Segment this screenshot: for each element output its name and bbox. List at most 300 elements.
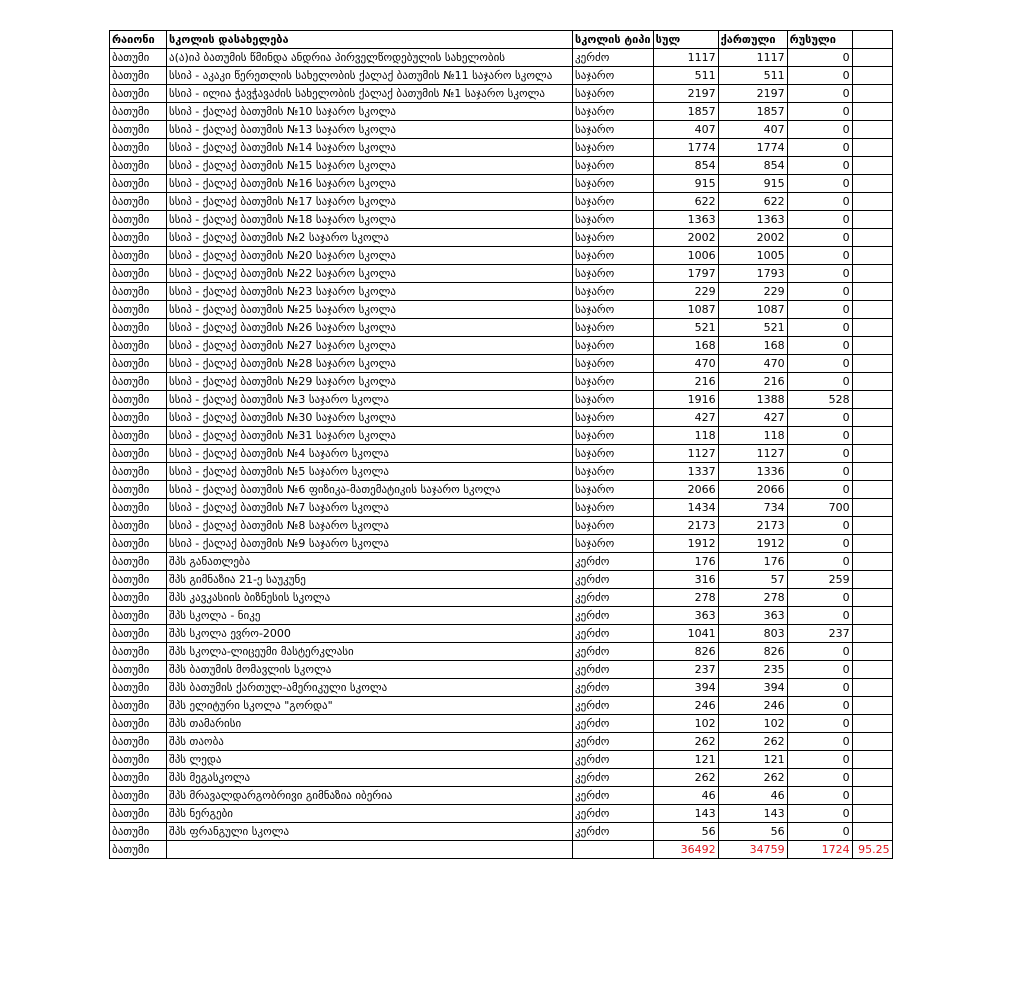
percent-cell[interactable] [852, 427, 892, 445]
school-name-cell[interactable]: სსიპ - ქალაქ ბათუმის №28 საჯარო სკოლა [167, 355, 573, 373]
percent-cell[interactable] [852, 247, 892, 265]
georgian-cell[interactable]: 394 [718, 679, 787, 697]
percent-cell[interactable] [852, 139, 892, 157]
total-cell[interactable]: 36492 [653, 841, 718, 859]
russian-cell[interactable]: 0 [787, 103, 852, 121]
percent-cell[interactable] [852, 823, 892, 841]
total-cell[interactable]: 143 [653, 805, 718, 823]
district-cell[interactable]: ბათუმი [110, 463, 167, 481]
school-name-cell[interactable]: სსიპ - ქალაქ ბათუმის №10 საჯარო სკოლა [167, 103, 573, 121]
percent-cell[interactable] [852, 265, 892, 283]
school-name-cell[interactable]: შპს ლედა [167, 751, 573, 769]
district-cell[interactable]: ბათუმი [110, 715, 167, 733]
percent-cell[interactable] [852, 751, 892, 769]
school-type-cell[interactable]: საჯარო [573, 301, 654, 319]
school-name-cell[interactable]: შპს მრავალდარგობრივი გიმნაზია იბერია [167, 787, 573, 805]
total-cell[interactable]: 262 [653, 769, 718, 787]
georgian-cell[interactable]: 57 [718, 571, 787, 589]
school-type-cell[interactable]: საჯარო [573, 265, 654, 283]
district-cell[interactable]: ბათუმი [110, 121, 167, 139]
russian-cell[interactable]: 0 [787, 823, 852, 841]
total-cell[interactable]: 229 [653, 283, 718, 301]
georgian-cell[interactable]: 262 [718, 733, 787, 751]
georgian-cell[interactable]: 915 [718, 175, 787, 193]
total-cell[interactable]: 2173 [653, 517, 718, 535]
district-cell[interactable]: ბათუმი [110, 355, 167, 373]
district-cell[interactable]: ბათუმი [110, 823, 167, 841]
russian-cell[interactable]: 0 [787, 409, 852, 427]
school-name-cell[interactable]: შპს მეგასკოლა [167, 769, 573, 787]
percent-cell[interactable] [852, 733, 892, 751]
district-cell[interactable]: ბათუმი [110, 103, 167, 121]
school-name-cell[interactable]: სსიპ - ქალაქ ბათუმის №20 საჯარო სკოლა [167, 247, 573, 265]
district-cell[interactable]: ბათუმი [110, 607, 167, 625]
school-name-cell[interactable]: შპს თაობა [167, 733, 573, 751]
school-name-cell[interactable]: სსიპ - აკაკი წერეთლის სახელობის ქალაქ ბათუმის №11 საჯარო სკოლა [167, 67, 573, 85]
district-cell[interactable]: ბათუმი [110, 787, 167, 805]
total-cell[interactable]: 470 [653, 355, 718, 373]
total-cell[interactable]: 1912 [653, 535, 718, 553]
school-name-cell[interactable]: სკოლის დასახელება [167, 31, 573, 49]
total-cell[interactable]: 237 [653, 661, 718, 679]
district-cell[interactable]: ბათუმი [110, 589, 167, 607]
georgian-cell[interactable]: 229 [718, 283, 787, 301]
district-cell[interactable]: ბათუმი [110, 427, 167, 445]
district-cell[interactable]: ბათუმი [110, 49, 167, 67]
georgian-cell[interactable]: 1774 [718, 139, 787, 157]
school-type-cell[interactable] [573, 841, 654, 859]
percent-cell[interactable] [852, 463, 892, 481]
district-cell[interactable]: ბათუმი [110, 175, 167, 193]
total-cell[interactable]: 1857 [653, 103, 718, 121]
school-type-cell[interactable]: სკოლის ტიპი [573, 31, 654, 49]
school-name-cell[interactable]: შპს განათლება [167, 553, 573, 571]
school-name-cell[interactable]: სსიპ - ქალაქ ბათუმის №29 საჯარო სკოლა [167, 373, 573, 391]
school-type-cell[interactable]: კერძო [573, 697, 654, 715]
russian-cell[interactable]: 0 [787, 211, 852, 229]
percent-cell[interactable] [852, 499, 892, 517]
district-cell[interactable]: ბათუმი [110, 283, 167, 301]
school-name-cell[interactable]: სსიპ - ქალაქ ბათუმის №31 საჯარო სკოლა [167, 427, 573, 445]
school-type-cell[interactable]: საჯარო [573, 139, 654, 157]
georgian-cell[interactable]: 1127 [718, 445, 787, 463]
school-type-cell[interactable]: საჯარო [573, 373, 654, 391]
russian-cell[interactable]: 0 [787, 733, 852, 751]
georgian-cell[interactable]: 1857 [718, 103, 787, 121]
school-type-cell[interactable]: საჯარო [573, 319, 654, 337]
percent-cell[interactable] [852, 319, 892, 337]
total-cell[interactable]: 278 [653, 589, 718, 607]
georgian-cell[interactable]: 363 [718, 607, 787, 625]
russian-cell[interactable]: 0 [787, 769, 852, 787]
school-type-cell[interactable]: საჯარო [573, 535, 654, 553]
russian-cell[interactable]: 0 [787, 67, 852, 85]
russian-cell[interactable]: 0 [787, 265, 852, 283]
russian-cell[interactable]: 0 [787, 553, 852, 571]
total-cell[interactable]: 521 [653, 319, 718, 337]
georgian-cell[interactable]: 1087 [718, 301, 787, 319]
district-cell[interactable]: ბათუმი [110, 211, 167, 229]
georgian-cell[interactable]: 2197 [718, 85, 787, 103]
district-cell[interactable]: ბათუმი [110, 571, 167, 589]
school-name-cell[interactable]: სსიპ - ქალაქ ბათუმის №3 საჯარო სკოლა [167, 391, 573, 409]
school-name-cell[interactable]: შპს გიმნაზია 21-ე საუკუნე [167, 571, 573, 589]
total-cell[interactable]: 511 [653, 67, 718, 85]
georgian-cell[interactable]: ქართული [718, 31, 787, 49]
district-cell[interactable]: ბათუმი [110, 391, 167, 409]
georgian-cell[interactable]: 826 [718, 643, 787, 661]
percent-cell[interactable] [852, 679, 892, 697]
georgian-cell[interactable]: 102 [718, 715, 787, 733]
russian-cell[interactable]: 0 [787, 247, 852, 265]
percent-cell[interactable] [852, 85, 892, 103]
total-cell[interactable]: 1774 [653, 139, 718, 157]
percent-cell[interactable] [852, 715, 892, 733]
percent-cell[interactable] [852, 49, 892, 67]
school-name-cell[interactable]: სსიპ - ქალაქ ბათუმის №7 საჯარო სკოლა [167, 499, 573, 517]
district-cell[interactable]: ბათუმი [110, 373, 167, 391]
district-cell[interactable]: ბათუმი [110, 805, 167, 823]
percent-cell[interactable] [852, 571, 892, 589]
school-name-cell[interactable]: შპს სკოლა - ნიკე [167, 607, 573, 625]
percent-cell[interactable] [852, 175, 892, 193]
total-cell[interactable]: 316 [653, 571, 718, 589]
school-name-cell[interactable]: სსიპ - ქალაქ ბათუმის №25 საჯარო სკოლა [167, 301, 573, 319]
total-cell[interactable]: 1916 [653, 391, 718, 409]
georgian-cell[interactable]: 427 [718, 409, 787, 427]
school-name-cell[interactable]: სსიპ - ქალაქ ბათუმის №14 საჯარო სკოლა [167, 139, 573, 157]
percent-cell[interactable] [852, 481, 892, 499]
georgian-cell[interactable]: 1388 [718, 391, 787, 409]
total-cell[interactable]: 1127 [653, 445, 718, 463]
district-cell[interactable]: ბათუმი [110, 733, 167, 751]
russian-cell[interactable]: 0 [787, 697, 852, 715]
russian-cell[interactable]: 0 [787, 715, 852, 733]
school-type-cell[interactable]: საჯარო [573, 517, 654, 535]
percent-cell[interactable]: 95.25 [852, 841, 892, 859]
georgian-cell[interactable]: 803 [718, 625, 787, 643]
percent-cell[interactable] [852, 535, 892, 553]
school-name-cell[interactable]: სსიპ - ქალაქ ბათუმის №27 საჯარო სკოლა [167, 337, 573, 355]
school-name-cell[interactable]: სსიპ - ქალაქ ბათუმის №18 საჯარო სკოლა [167, 211, 573, 229]
russian-cell[interactable]: 0 [787, 121, 852, 139]
georgian-cell[interactable]: 34759 [718, 841, 787, 859]
district-cell[interactable]: ბათუმი [110, 337, 167, 355]
percent-cell[interactable] [852, 445, 892, 463]
total-cell[interactable]: 56 [653, 823, 718, 841]
russian-cell[interactable]: 0 [787, 85, 852, 103]
school-type-cell[interactable]: საჯარო [573, 175, 654, 193]
total-cell[interactable]: 826 [653, 643, 718, 661]
school-name-cell[interactable]: შპს ნერგები [167, 805, 573, 823]
school-type-cell[interactable]: საჯარო [573, 427, 654, 445]
georgian-cell[interactable]: 168 [718, 337, 787, 355]
russian-cell[interactable]: 0 [787, 445, 852, 463]
school-name-cell[interactable]: შპს თამარისი [167, 715, 573, 733]
georgian-cell[interactable]: 46 [718, 787, 787, 805]
georgian-cell[interactable]: 121 [718, 751, 787, 769]
percent-cell[interactable] [852, 67, 892, 85]
russian-cell[interactable]: 0 [787, 427, 852, 445]
district-cell[interactable]: ბათუმი [110, 643, 167, 661]
district-cell[interactable]: ბათუმი [110, 157, 167, 175]
district-cell[interactable]: ბათუმი [110, 445, 167, 463]
school-type-cell[interactable]: საჯარო [573, 499, 654, 517]
school-type-cell[interactable]: კერძო [573, 823, 654, 841]
georgian-cell[interactable]: 143 [718, 805, 787, 823]
russian-cell[interactable]: 0 [787, 643, 852, 661]
russian-cell[interactable]: 0 [787, 679, 852, 697]
district-cell[interactable]: ბათუმი [110, 769, 167, 787]
school-type-cell[interactable]: კერძო [573, 805, 654, 823]
total-cell[interactable]: 1006 [653, 247, 718, 265]
russian-cell[interactable]: 0 [787, 589, 852, 607]
school-name-cell[interactable]: სსიპ - ქალაქ ბათუმის №9 საჯარო სკოლა [167, 535, 573, 553]
total-cell[interactable]: 363 [653, 607, 718, 625]
russian-cell[interactable]: 0 [787, 301, 852, 319]
total-cell[interactable]: 176 [653, 553, 718, 571]
school-name-cell[interactable]: სსიპ - ქალაქ ბათუმის №16 საჯარო სკოლა [167, 175, 573, 193]
district-cell[interactable]: ბათუმი [110, 661, 167, 679]
district-cell[interactable]: ბათუმი [110, 409, 167, 427]
school-type-cell[interactable]: კერძო [573, 769, 654, 787]
school-type-cell[interactable]: კერძო [573, 679, 654, 697]
school-name-cell[interactable]: სსიპ - ქალაქ ბათუმის №2 საჯარო სკოლა [167, 229, 573, 247]
russian-cell[interactable]: 0 [787, 517, 852, 535]
total-cell[interactable]: 46 [653, 787, 718, 805]
percent-cell[interactable] [852, 607, 892, 625]
russian-cell[interactable]: 0 [787, 463, 852, 481]
district-cell[interactable]: ბათუმი [110, 85, 167, 103]
district-cell[interactable]: ბათუმი [110, 301, 167, 319]
total-cell[interactable]: 622 [653, 193, 718, 211]
georgian-cell[interactable]: 622 [718, 193, 787, 211]
percent-cell[interactable] [852, 409, 892, 427]
district-cell[interactable]: ბათუმი [110, 319, 167, 337]
school-name-cell[interactable]: სსიპ - ილია ჭავჭავაძის სახელობის ქალაქ ბათუმის №1 საჯარო სკოლა [167, 85, 573, 103]
georgian-cell[interactable]: 470 [718, 355, 787, 373]
total-cell[interactable]: 854 [653, 157, 718, 175]
school-name-cell[interactable]: სსიპ - ქალაქ ბათუმის №26 საჯარო სკოლა [167, 319, 573, 337]
total-cell[interactable]: 1337 [653, 463, 718, 481]
percent-cell[interactable] [852, 787, 892, 805]
school-type-cell[interactable]: საჯარო [573, 67, 654, 85]
georgian-cell[interactable]: 1336 [718, 463, 787, 481]
percent-cell[interactable] [852, 301, 892, 319]
district-cell[interactable]: რაიონი [110, 31, 167, 49]
school-name-cell[interactable]: შპს ბათუმის ქართულ-ამერიკული სკოლა [167, 679, 573, 697]
district-cell[interactable]: ბათუმი [110, 139, 167, 157]
school-type-cell[interactable]: კერძო [573, 661, 654, 679]
total-cell[interactable]: 1087 [653, 301, 718, 319]
russian-cell[interactable]: 0 [787, 805, 852, 823]
school-type-cell[interactable]: კერძო [573, 625, 654, 643]
russian-cell[interactable]: 1724 [787, 841, 852, 859]
percent-cell[interactable] [852, 31, 892, 49]
russian-cell[interactable]: რუსული [787, 31, 852, 49]
total-cell[interactable]: 216 [653, 373, 718, 391]
district-cell[interactable]: ბათუმი [110, 841, 167, 859]
total-cell[interactable]: 262 [653, 733, 718, 751]
district-cell[interactable]: ბათუმი [110, 751, 167, 769]
georgian-cell[interactable]: 176 [718, 553, 787, 571]
georgian-cell[interactable]: 2066 [718, 481, 787, 499]
georgian-cell[interactable]: 278 [718, 589, 787, 607]
russian-cell[interactable]: 0 [787, 229, 852, 247]
school-name-cell[interactable]: შპს კავკასიის ბიზნესის სკოლა [167, 589, 573, 607]
school-type-cell[interactable]: საჯარო [573, 157, 654, 175]
school-name-cell[interactable]: სსიპ - ქალაქ ბათუმის №22 საჯარო სკოლა [167, 265, 573, 283]
percent-cell[interactable] [852, 103, 892, 121]
total-cell[interactable]: 2197 [653, 85, 718, 103]
percent-cell[interactable] [852, 193, 892, 211]
percent-cell[interactable] [852, 229, 892, 247]
school-type-cell[interactable]: საჯარო [573, 193, 654, 211]
total-cell[interactable]: 168 [653, 337, 718, 355]
school-type-cell[interactable]: კერძო [573, 787, 654, 805]
russian-cell[interactable]: 0 [787, 175, 852, 193]
georgian-cell[interactable]: 521 [718, 319, 787, 337]
total-cell[interactable]: 1117 [653, 49, 718, 67]
russian-cell[interactable]: 700 [787, 499, 852, 517]
russian-cell[interactable]: 0 [787, 535, 852, 553]
district-cell[interactable]: ბათუმი [110, 193, 167, 211]
school-name-cell[interactable]: შპს ფრანგული სკოლა [167, 823, 573, 841]
school-name-cell[interactable]: სსიპ - ქალაქ ბათუმის №4 საჯარო სკოლა [167, 445, 573, 463]
russian-cell[interactable]: 0 [787, 787, 852, 805]
russian-cell[interactable]: 0 [787, 193, 852, 211]
school-type-cell[interactable]: კერძო [573, 751, 654, 769]
school-name-cell[interactable]: შპს ელიტური სკოლა "გორდა" [167, 697, 573, 715]
russian-cell[interactable]: 0 [787, 139, 852, 157]
georgian-cell[interactable]: 407 [718, 121, 787, 139]
georgian-cell[interactable]: 262 [718, 769, 787, 787]
school-type-cell[interactable]: საჯარო [573, 121, 654, 139]
percent-cell[interactable] [852, 805, 892, 823]
percent-cell[interactable] [852, 553, 892, 571]
school-type-cell[interactable]: საჯარო [573, 481, 654, 499]
school-type-cell[interactable]: საჯარო [573, 85, 654, 103]
district-cell[interactable]: ბათუმი [110, 481, 167, 499]
total-cell[interactable]: 1363 [653, 211, 718, 229]
district-cell[interactable]: ბათუმი [110, 229, 167, 247]
school-name-cell[interactable]: სსიპ - ქალაქ ბათუმის №6 ფიზიკა-მათემატიკის საჯარო სკოლა [167, 481, 573, 499]
district-cell[interactable]: ბათუმი [110, 697, 167, 715]
georgian-cell[interactable]: 1117 [718, 49, 787, 67]
school-name-cell[interactable]: სსიპ - ქალაქ ბათუმის №8 საჯარო სკოლა [167, 517, 573, 535]
georgian-cell[interactable]: 246 [718, 697, 787, 715]
georgian-cell[interactable]: 854 [718, 157, 787, 175]
georgian-cell[interactable]: 734 [718, 499, 787, 517]
school-name-cell[interactable]: სსიპ - ქალაქ ბათუმის №23 საჯარო სკოლა [167, 283, 573, 301]
georgian-cell[interactable]: 1912 [718, 535, 787, 553]
russian-cell[interactable]: 0 [787, 283, 852, 301]
russian-cell[interactable]: 0 [787, 661, 852, 679]
percent-cell[interactable] [852, 643, 892, 661]
school-type-cell[interactable]: კერძო [573, 715, 654, 733]
total-cell[interactable]: 2066 [653, 481, 718, 499]
percent-cell[interactable] [852, 283, 892, 301]
school-name-cell[interactable]: შპს ბათუმის მომავლის სკოლა [167, 661, 573, 679]
georgian-cell[interactable]: 235 [718, 661, 787, 679]
percent-cell[interactable] [852, 661, 892, 679]
percent-cell[interactable] [852, 391, 892, 409]
percent-cell[interactable] [852, 697, 892, 715]
total-cell[interactable]: 1434 [653, 499, 718, 517]
russian-cell[interactable]: 0 [787, 337, 852, 355]
school-type-cell[interactable]: საჯარო [573, 463, 654, 481]
district-cell[interactable]: ბათუმი [110, 247, 167, 265]
percent-cell[interactable] [852, 337, 892, 355]
percent-cell[interactable] [852, 355, 892, 373]
district-cell[interactable]: ბათუმი [110, 499, 167, 517]
district-cell[interactable]: ბათუმი [110, 553, 167, 571]
total-cell[interactable]: 915 [653, 175, 718, 193]
georgian-cell[interactable]: 118 [718, 427, 787, 445]
russian-cell[interactable]: 0 [787, 751, 852, 769]
school-type-cell[interactable]: საჯარო [573, 283, 654, 301]
georgian-cell[interactable]: 511 [718, 67, 787, 85]
total-cell[interactable]: 2002 [653, 229, 718, 247]
total-cell[interactable]: 121 [653, 751, 718, 769]
percent-cell[interactable] [852, 157, 892, 175]
total-cell[interactable]: 427 [653, 409, 718, 427]
total-cell[interactable]: სულ [653, 31, 718, 49]
school-type-cell[interactable]: საჯარო [573, 211, 654, 229]
school-type-cell[interactable]: საჯარო [573, 445, 654, 463]
school-type-cell[interactable]: კერძო [573, 553, 654, 571]
school-name-cell[interactable] [167, 841, 573, 859]
percent-cell[interactable] [852, 373, 892, 391]
school-type-cell[interactable]: საჯარო [573, 247, 654, 265]
district-cell[interactable]: ბათუმი [110, 679, 167, 697]
school-name-cell[interactable]: სსიპ - ქალაქ ბათუმის №5 საჯარო სკოლა [167, 463, 573, 481]
georgian-cell[interactable]: 2173 [718, 517, 787, 535]
russian-cell[interactable]: 0 [787, 481, 852, 499]
percent-cell[interactable] [852, 517, 892, 535]
district-cell[interactable]: ბათუმი [110, 625, 167, 643]
school-type-cell[interactable]: კერძო [573, 49, 654, 67]
georgian-cell[interactable]: 216 [718, 373, 787, 391]
georgian-cell[interactable]: 1005 [718, 247, 787, 265]
school-type-cell[interactable]: საჯარო [573, 229, 654, 247]
school-type-cell[interactable]: კერძო [573, 643, 654, 661]
georgian-cell[interactable]: 1363 [718, 211, 787, 229]
school-name-cell[interactable]: სსიპ - ქალაქ ბათუმის №30 საჯარო სკოლა [167, 409, 573, 427]
russian-cell[interactable]: 0 [787, 355, 852, 373]
total-cell[interactable]: 407 [653, 121, 718, 139]
russian-cell[interactable]: 259 [787, 571, 852, 589]
school-type-cell[interactable]: საჯარო [573, 337, 654, 355]
school-type-cell[interactable]: კერძო [573, 733, 654, 751]
total-cell[interactable]: 246 [653, 697, 718, 715]
district-cell[interactable]: ბათუმი [110, 535, 167, 553]
percent-cell[interactable] [852, 769, 892, 787]
russian-cell[interactable]: 0 [787, 157, 852, 175]
district-cell[interactable]: ბათუმი [110, 265, 167, 283]
school-type-cell[interactable]: კერძო [573, 589, 654, 607]
school-type-cell[interactable]: საჯარო [573, 391, 654, 409]
total-cell[interactable]: 118 [653, 427, 718, 445]
russian-cell[interactable]: 0 [787, 319, 852, 337]
school-type-cell[interactable]: საჯარო [573, 103, 654, 121]
total-cell[interactable]: 1797 [653, 265, 718, 283]
russian-cell[interactable]: 237 [787, 625, 852, 643]
school-name-cell[interactable]: ა(ა)იპ ბათუმის წმინდა ანდრია პირველწოდებულის სახელობის [167, 49, 573, 67]
school-type-cell[interactable]: საჯარო [573, 409, 654, 427]
school-type-cell[interactable]: კერძო [573, 571, 654, 589]
percent-cell[interactable] [852, 121, 892, 139]
